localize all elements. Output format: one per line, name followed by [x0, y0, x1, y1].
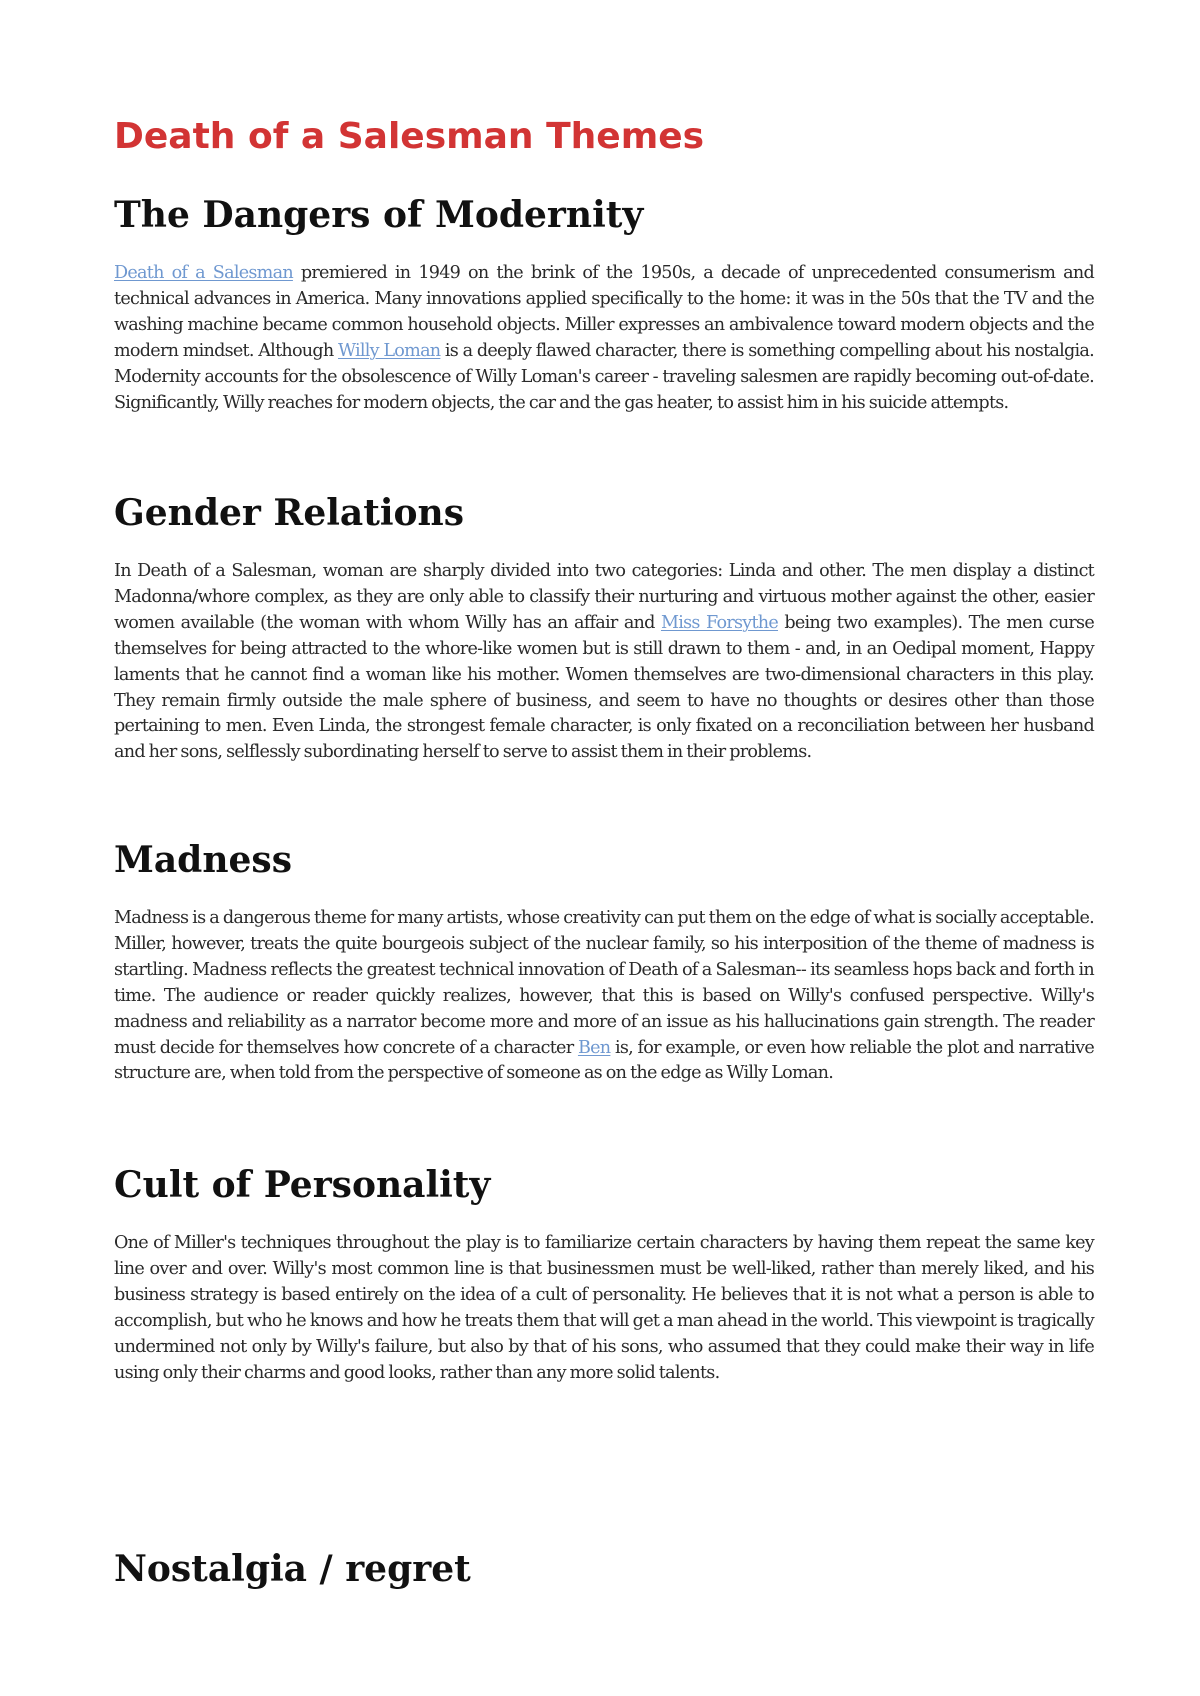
document-title: Death of a Salesman Themes — [114, 116, 705, 157]
section-heading: Madness — [114, 839, 292, 881]
paragraph-text: being two examples). The men curse themselves for being attracted to the whore-like women but is still drawn to them - and, in an Oedipal moment, Happy laments that he cannot find a woman like his mother. Women themselves are two-dimensional characters in this play. They remain firmly outside the male sphere of business, and seem to have no thoughts or desires other than those pertaining to men. Even Linda, the strongest female character, is only fixated on a reconciliation between her husband and her sons, selflessly subordinating herself to serve to assist them in their problems. — [114, 612, 1094, 763]
section-paragraph — [114, 261, 1094, 416]
section-paragraph — [114, 1231, 1094, 1386]
miss-forsythe-link[interactable]: Miss Forsythe — [660, 612, 779, 633]
paragraph-text: is a deeply flawed character, there is something compelling about his nostalgia. Modernity accounts for the obsolescence of Willy Loman's career - traveling salesmen are rapidly becoming out-of-date. Significantly, Willy reaches for modern objects, the car and the gas heater, to assist him in his suicide attempts. — [114, 340, 1094, 413]
section-gender-relations — [114, 488, 1094, 766]
paragraph-text: One of Miller's techniques throughout the play is to familiarize certain characters by having them repeat the same key line over and over. Willy's most common line is that businessmen must be well-liked, rather than merely liked, and his business strategy is based entirely on the idea of a cult of personality. He believes that it is not what a person is able to accomplish, but who he knows and how he treats them that will get a man ahead in the world. This viewpoint is tragically undermined not only by Willy's failure, but also by that of his sons, who assumed that they could make their way in life using only their charms and good looks, rather than any more solid talents. — [114, 1233, 1094, 1383]
ben-link[interactable]: Ben — [577, 1037, 611, 1058]
paragraph-text: premiered in 1949 on the brink of the 1950s, a decade of unprecedented consumerism and technical advances in America. Many innovations applied specifically to the home: it was in the 50s that the TV and the washing machine became common household objects. Miller expresses an ambivalence toward modern objects and the modern mindset. Although — [114, 263, 1094, 361]
section-heading: Gender Relations — [114, 492, 464, 534]
paragraph-text: Madness is a dangerous theme for many artists, whose creativity can put them on the edge of what is socially acceptable. Miller, however, treats the quite bourgeois subject of the nuclear family, so his interposition of the theme of madness is startling. Madness reflects the greatest technical innovation of Death of a Salesman-- its seamless hops back and forth in time. The audience or reader quickly realizes, however, that this is based on Willy's confused perspective. Willy's madness and reliability as a narrator become more and more of an issue as his hallucinations gain strength. The reader must decide for themselves how concrete of a character — [114, 908, 1094, 1058]
section-madness — [114, 835, 1094, 1087]
paragraph-text: is, for example, or even how reliable the plot and narrative structure are, when told from the perspective of someone as on the edge as Willy Loman. — [114, 1037, 1094, 1084]
section-dangers-of-modernity — [114, 190, 1094, 416]
death-of-a-salesman-link[interactable]: Death of a Salesman — [114, 263, 293, 283]
section-heading: Cult of Personality — [114, 1164, 491, 1206]
section-heading: Nostalgia / regret — [114, 1548, 471, 1590]
section-cult-of-personality — [114, 1160, 1094, 1386]
willy-loman-link[interactable]: Willy Loman — [338, 340, 441, 361]
section-heading: The Dangers of Modernity — [114, 194, 644, 236]
section-nostalgia-regret — [114, 1544, 1094, 1594]
section-paragraph — [114, 559, 1094, 766]
section-paragraph — [114, 906, 1094, 1087]
paragraph-text: In Death of a Salesman, woman are sharply divided into two categories: Linda and other. The men display a distinct Madonna/whore complex, as they are only able to classify their nurturing and virtuous mother against the other, easier women available (the woman with whom Willy has an affair and — [114, 561, 1094, 633]
